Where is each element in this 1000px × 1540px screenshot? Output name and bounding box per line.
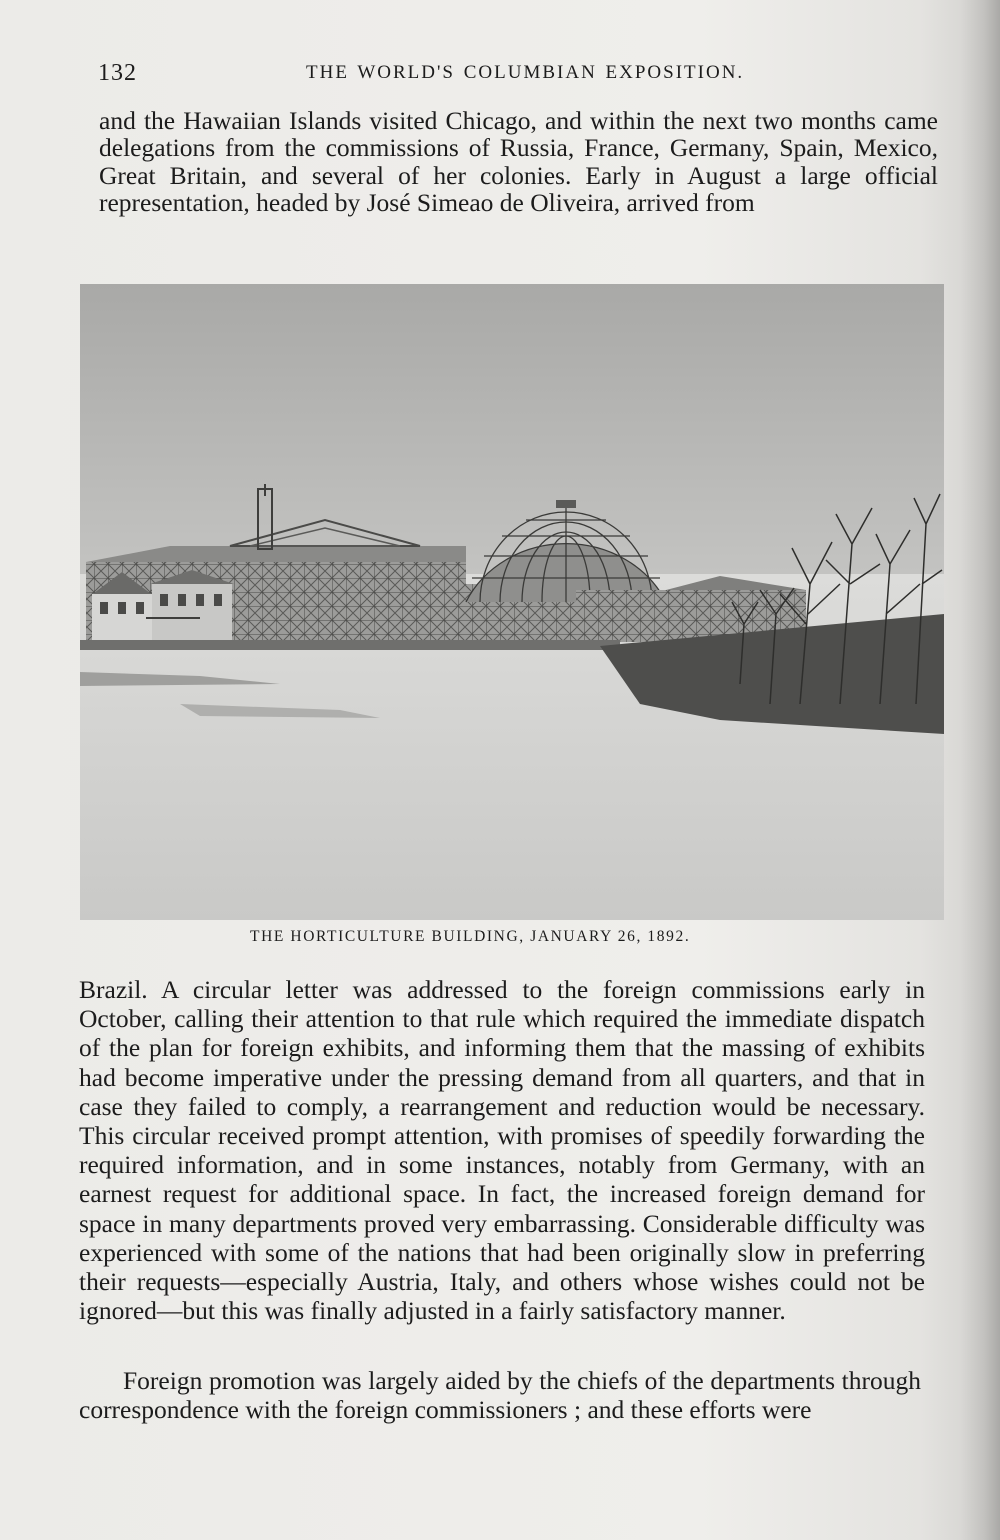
paragraph-final: Foreign promotion was largely aided by the chiefs of the departments through correspondence with the foreign commissioners ; and these efforts were: [79, 1366, 921, 1425]
figure-caption: THE HORTICULTURE BUILDING, JANUARY 26, 1892.: [250, 928, 691, 945]
running-head: THE WORLD'S COLUMBIAN EXPOSITION.: [306, 62, 745, 83]
page-header: [98, 58, 938, 92]
paragraph-continuation: Brazil. A circular letter was addressed to the foreign commissions early in October, calling their attention to that rule which required the immediate dispatch of the plan for foreign exhibits, and informing them that the massing of exhibits had become imperative under the pressing demand from all quarters, and that in case they failed to comply, a rearrangement and reduction would be necessary. This circular received prompt attention, with promises of speedily forwarding the required information, and in some instances, notably from Germany, with an earnest request for additional space. In fact, the increased foreign demand for space in many departments proved very embarrassing. Considerable difficulty was experienced with some of the nations that had been originally slow in preferring their requests—especially Austria, Italy, and others whose wishes could not be ignored—but this was finally adjusted in a fairly satisfactory manner.: [79, 975, 925, 1326]
page-gutter-shadow: [960, 0, 1000, 1540]
paragraph-intro: and the Hawaiian Islands visited Chicago, and within the next two months came delegations from the commissions of Russia, France, Germany, Spain, Mexico, Great Britain, and several of her colonies. Early in August a large official representation, headed by José Simeao de Oliveira, arrived from: [99, 106, 938, 217]
page-number: 132: [98, 60, 137, 86]
horticulture-building-photograph: [80, 284, 944, 920]
